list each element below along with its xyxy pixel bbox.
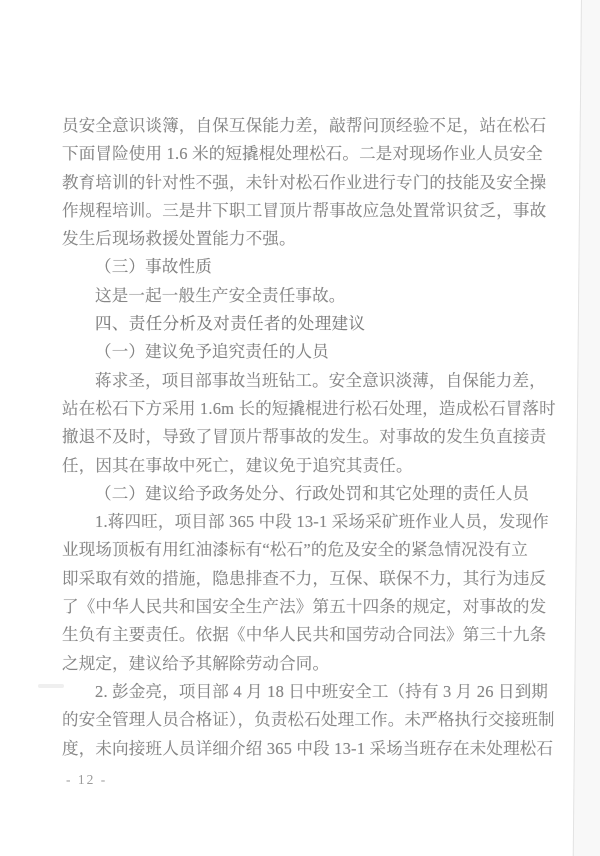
text-line: 这是一起一般生产安全责任事故。 — [95, 285, 346, 305]
text-line: 了《中华人民共和国安全生产法》第五十四条的规定，对事故的发 — [62, 597, 547, 617]
scan-smudge-artifact — [38, 684, 64, 688]
text-line: （一）建议免予追究责任的人员 — [95, 342, 329, 362]
text-line: 蒋求圣，项目部事故当班钻工。安全意识淡薄，自保能力差， — [95, 370, 546, 390]
text-line: 即采取有效的措施，隐患排查不力，互保、联保不力，其行为违反 — [62, 568, 547, 588]
text-line: 业现场顶板有用红油漆标有“松石”的危及安全的紧急情况没有立 — [62, 540, 528, 560]
page-number: - 12 - — [66, 772, 108, 787]
text-line: 四、责任分析及对责任者的处理建议 — [95, 315, 366, 334]
text-line: 之规定，建议给予其解除劳动合同。 — [62, 653, 330, 673]
text-line: （二）建议给予政务处分、行政处罚和其它处理的责任人员 — [95, 483, 530, 503]
document-text-block — [62, 112, 556, 763]
text-line: 2. 彭金亮，项目部 4 月 18 日中班安全工（持有 3 月 26 日到期 — [95, 681, 549, 701]
text-line: 生负有主要责任。依据《中华人民共和国劳动合同法》第三十九条 — [62, 625, 547, 645]
text-line: 站在松石下方采用 1.6m 长的短撬棍进行松石处理，造成松石冒落时 — [62, 398, 556, 418]
text-line: 的安全管理人员合格证），负责松石处理工作。未严格执行交接班制 — [62, 710, 555, 730]
text-line: 度，未向接班人员详细介绍 365 中段 13-1 采场当班存在未处理松石 — [62, 738, 554, 758]
text-line: 发生后现场救援处置能力不强。 — [62, 229, 296, 249]
text-line: 1.蒋四旺，项目部 365 中段 13-1 采场采矿班作业人员，发现作 — [95, 512, 549, 532]
text-line: 撤退不及时，导致了冒顶片帮事故的发生。对事故的发生负直接责 — [62, 427, 547, 447]
text-line: 教育培训的针对性不强，未针对松石作业进行专门的技能及安全操 — [62, 172, 547, 192]
text-line: （三）事故性质 — [95, 257, 212, 277]
text-line: 作规程培训。三是井下职工冒顶片帮事故应急处置常识贫乏，事故 — [62, 200, 547, 220]
scan-edge-artifact — [573, 0, 600, 856]
text-line: 下面冒险使用 1.6 米的短撬棍处理松石。二是对现场作业人员安全 — [62, 144, 543, 164]
text-line: 任，因其在事故中死亡，建议免于追究其责任。 — [62, 455, 413, 475]
text-line: 员安全意识谈簿，自保互保能力差，敲帮问顶经验不足，站在松石 — [62, 116, 547, 135]
